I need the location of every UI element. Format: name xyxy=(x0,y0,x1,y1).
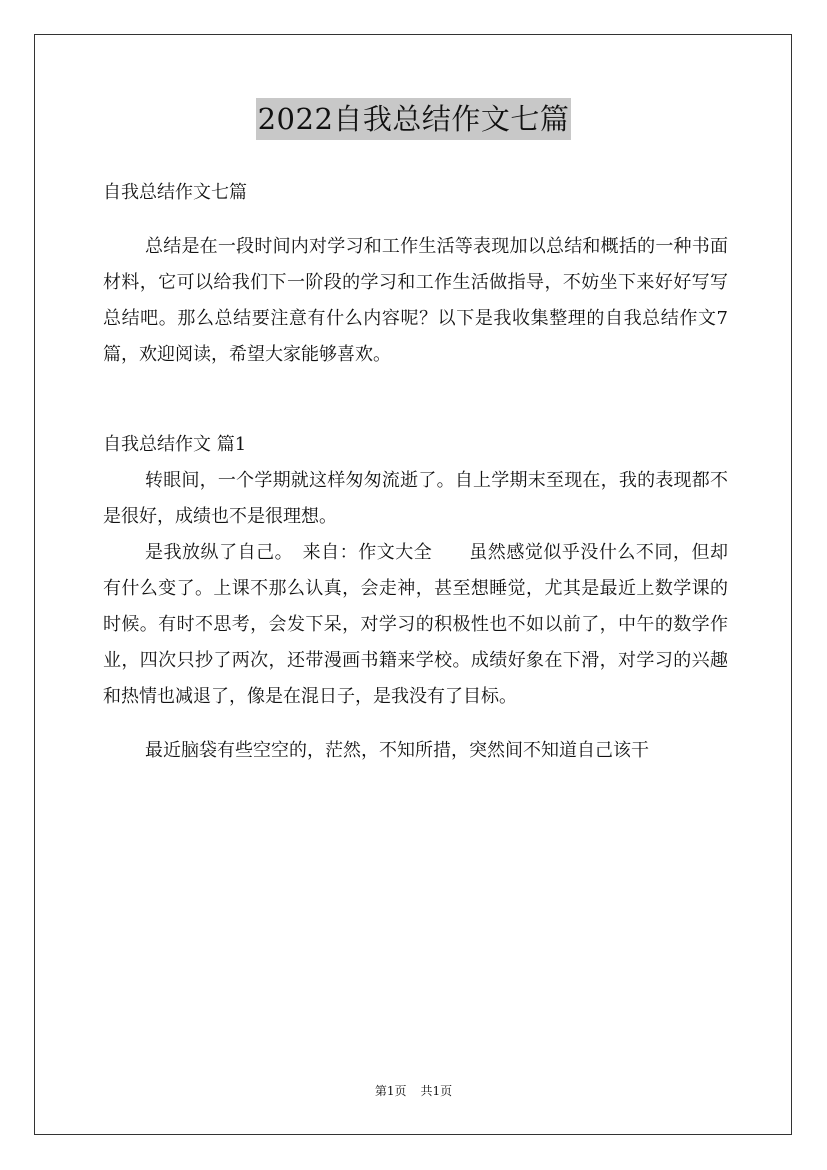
title-container xyxy=(0,98,827,140)
page-number: 第1页 xyxy=(374,1084,407,1098)
document-body xyxy=(103,175,728,769)
body-paragraph-3: 最近脑袋有些空空的，茫然，不知所措，突然间不知道自己该干 xyxy=(145,740,649,761)
intro-paragraph: 总结是在一段时间内对学习和工作生活等表现加以总结和概括的一种书面材料，它可以给我们下一阶段的学习和工作生活做指导，不妨坐下来好好写写总结吧。那么总结要注意有什么内容呢？以下是我收集整理的自我总结作文7篇，欢迎阅读，希望大家能够喜欢。 xyxy=(103,236,728,365)
body-paragraph-2: 是我放纵了自己。 来自：作文大全 虽然感觉似乎没什么不同，但却有什么变了。上课不那么认真，会走神，甚至想睡觉，尤其是最近上数学课的时候。有时不思考，会发下呆，对学习的积极性也不如以前了，中午的数学作业，四次只抄了两次，还带漫画书籍来学校。成绩好象在下滑，对学习的兴趣和热情也减退了，像是在混日子，是我没有了目标。 xyxy=(103,542,728,707)
page-total: 共1页 xyxy=(420,1084,453,1098)
document-subtitle: 自我总结作文七篇 xyxy=(103,182,247,203)
document-title: 2022自我总结作文七篇 xyxy=(256,98,572,140)
page-footer xyxy=(0,1083,827,1099)
body-paragraph-1: 转眼间，一个学期就这样匆匆流逝了。自上学期末至现在，我的表现都不是很好，成绩也不是很理想。 xyxy=(103,470,728,527)
section-heading: 自我总结作文 篇1 xyxy=(103,434,247,455)
